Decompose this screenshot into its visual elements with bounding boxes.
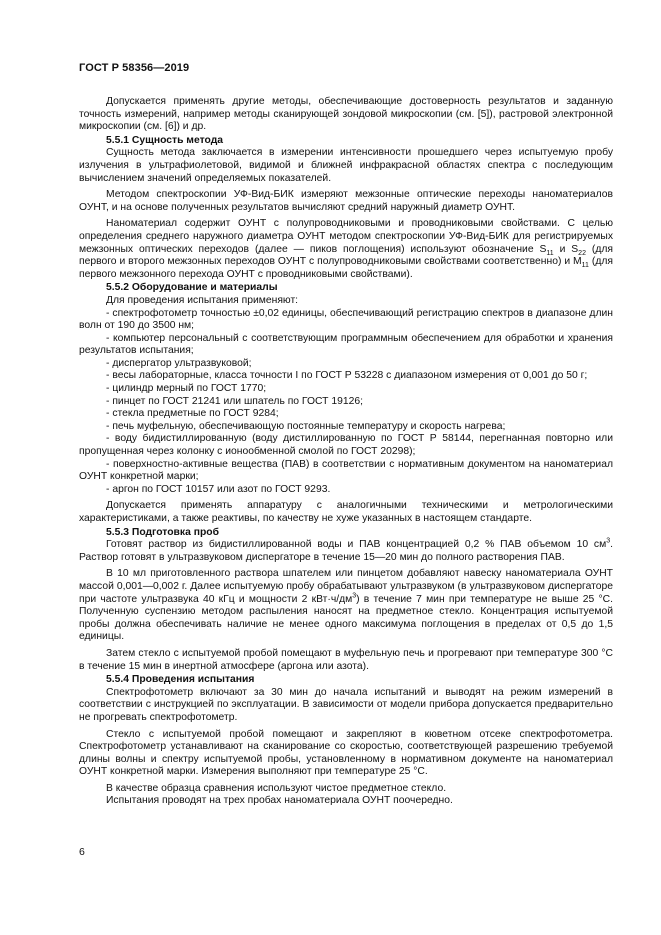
paragraph-warmup: Спектрофотометр включают за 30 мин до начала испытаний и выводят на режим измерений в соответствии с инструкцией по эксплуатации. В зависимости от модели прибора допускается предварительно не прогревать спектрофотометр.	[79, 686, 613, 723]
paragraph-uv-vis-nir: Методом спектроскопии УФ-Вид-БИК измеряют межзонные оптические переходы наноматериалов ОУНТ, и на основе полученных результатов вычисляют средний наружный диаметр ОУНТ.	[79, 189, 613, 213]
equipment-list	[79, 308, 613, 497]
section-heading-5-5-1: 5.5.1 Сущность метода	[106, 134, 224, 146]
paragraph-analogous-equipment: Допускается применять аппаратуру с аналогичными техническими и метрологическими характеристиками, а также реактивы, по качеству не хуже указанных в настоящем стандарте.	[79, 500, 613, 524]
paragraph-reference-sample: В качестве образца сравнения используют чистое предметное стекло.	[106, 782, 447, 794]
section-heading-5-5-3: 5.5.3 Подготовка проб	[106, 526, 219, 538]
paragraph-sample-prep: В 10 мл приготовленного раствора шпателем или пинцетом добавляют навеску наноматериала ОУНТ массой 0,001—0,002 г. Далее испытуемую пробу обрабатывают ультразвуком (в ультразвуковом диспергаторе при частоте ультразвука 40 кГц и мощности 2 $кВт\cdot ч/дм^3$) в течение 7 мин при температуре не выше 25 °С. Полученную суспензию методом распыления наносят на предметное стекло. Концентрация испытуемой пробы должна обеспечивать наличие не менее одного максимума поглощения в пределах от 0,5 до 1,5 единицы.	[79, 568, 613, 643]
list-item: - стекла предметные по ГОСТ 9284;	[106, 408, 279, 420]
paragraph-three-samples: Испытания проводят на трех пробах наноматериала ОУНТ поочередно.	[106, 795, 453, 807]
paragraph-equipment-intro: Для проведения испытания применяют:	[106, 294, 299, 306]
list-item: - пинцет по ГОСТ 21241 или шпатель по ГОСТ 19126;	[106, 395, 363, 407]
paragraph-furnace: Затем стекло с испытуемой пробой помещают в муфельную печь и прогревают при температуре 300 °С в течение 15 мин в инертной атмосфере (аргона или азота).	[79, 647, 613, 672]
section-heading-5-5-2: 5.5.2 Оборудование и материалы	[106, 282, 278, 294]
list-item: - диспергатор ультразвуковой;	[106, 357, 252, 369]
document-header: ГОСТ Р 58356—2019	[79, 62, 190, 74]
document-body	[79, 96, 613, 808]
list-item: - цилиндр мерный по ГОСТ 1770;	[106, 383, 267, 395]
list-item: - весы лабораторные, класса точности I по ГОСТ Р 53228 с диапазоном измерения от 0,001 до 50 г;	[106, 370, 588, 382]
paragraph-measurement: Стекло с испытуемой пробой помещают и закрепляют в кюветном отсеке спектрофотометра. Спектрофотометр устанавливают на сканирование со скоростью, соответствующей разрешению требуемой длины волны и спектру испытуемой пробы, установленному в нормативном документе на наноматериал ОУНТ конкретной марки. Измерения выполняют при температуре 25 °С.	[79, 728, 613, 778]
page-number: 6	[79, 846, 85, 858]
list-item: - спектрофотометр точностью ±0,02 единицы, обеспечивающий регистрацию спектров в диапазоне длин волн от 190 до 3500 нм;	[79, 307, 613, 332]
paragraph-designations: Наноматериал содержит ОУНТ с полупроводниковыми и проводниковыми свойствами. С целью определения среднего наружного диаметра ОУНТ методом спектроскопии УФ-Вид-БИК для регистрируемых межзонных оптических переходов (далее — пиков поглощения) используют обозначение $S_{11}$ и $S_{22}$ (для первого и второго межзонных переходов ОУНТ с полупроводниковыми свойствами соответственно) и $M_{11}$ (для первого межзонного перехода ОУНТ с проводниковыми свойствами).	[79, 218, 613, 280]
list-item: - аргон по ГОСТ 10157 или азот по ГОСТ 9293.	[106, 483, 331, 495]
list-item: - поверхностно-активные вещества (ПАВ) в соответствии с нормативным документом на наноматериал ОУНТ конкретной марки;	[79, 458, 613, 483]
paragraph-alt-methods: Допускается применять другие методы, обеспечивающие достоверность результатов и заданную точность измерений, например методы сканирующей зондовой микроскопии (см. [5]), растровой электронной микроскопии (см. [6]) и др.	[79, 96, 613, 133]
paragraph-method-essence: Сущность метода заключается в измерении интенсивности прошедшего через испытуемую пробу излучения в ультрафиолетовой, видимой и ближней инфракрасной областях спектра с последующим вычислением значений определяемых показателей.	[79, 147, 613, 184]
paragraph-solution-prep: Готовят раствор из бидистиллированной воды и ПАВ концентрацией 0,2 % ПАВ объемом 10 $см^3$. Раствор готовят в ультразвуковом диспергаторе в течение 15—20 мин до полного растворения ПАВ.	[79, 537, 613, 563]
list-item: - компьютер персональный с соответствующим программным обеспечением для обработки и хранения результатов испытания;	[79, 332, 613, 357]
list-item: - печь муфельную, обеспечивающую постоянные температуру и скорость нагрева;	[106, 420, 506, 432]
section-heading-5-5-4: 5.5.4 Проведения испытания	[106, 674, 255, 686]
list-item: - воду бидистиллированную (воду дистиллированную по ГОСТ Р 58144, перегнанная повторно или пропущенная через колонку с ионообменной смолой по ГОСТ 20298);	[79, 433, 613, 458]
